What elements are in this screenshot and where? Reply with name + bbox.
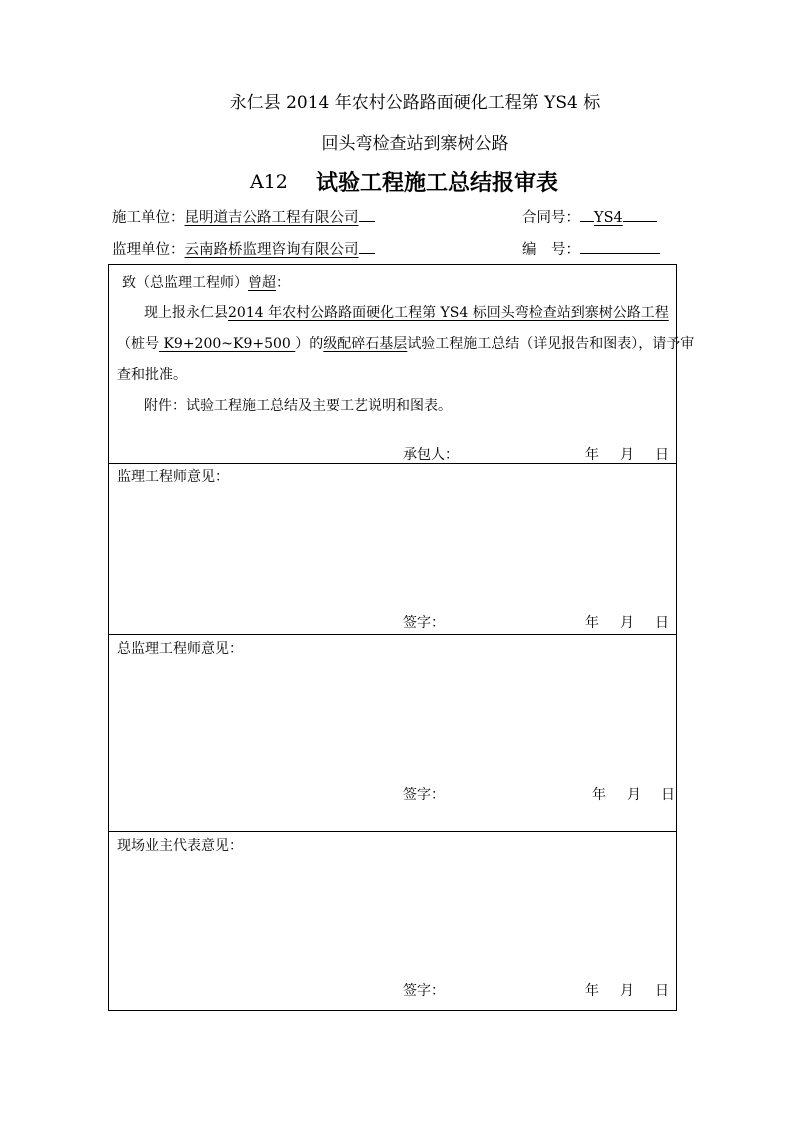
chief-engineer-name: 曾超 (248, 275, 276, 291)
section-divider-2 (108, 634, 677, 635)
form-code: A12 (250, 171, 288, 193)
owner-rep-opinion-label: 现场业主代表意见： (117, 838, 243, 854)
section-divider-3 (108, 831, 677, 832)
construction-unit-underline (359, 207, 375, 222)
document-title-line1: 永仁县 2014 年农村公路路面硬化工程第 YS4 标 (229, 93, 601, 113)
date-day: 日 (655, 983, 669, 999)
contract-no-row (522, 206, 657, 227)
date-month: 月 (620, 447, 634, 463)
date-month: 月 (620, 615, 634, 631)
date-day: 日 (661, 787, 675, 803)
body-line-3: 查和批准。 (117, 367, 187, 383)
engineer-sign-label: 签字： (403, 615, 445, 631)
attachment-line: 附件：试验工程施工总结及主要工艺说明和图表。 (144, 398, 452, 414)
supervision-unit-row (112, 238, 375, 259)
construction-unit-value: 昆明道吉公路工程有限公司 (184, 210, 359, 226)
owner-rep-sign-label: 签字： (403, 983, 445, 999)
serial-no-row (522, 238, 660, 259)
construction-unit-label: 施工单位： (112, 210, 185, 226)
addressee-line: 致（总监理工程师）曾超： (122, 275, 290, 291)
body-line-1: 现上报永仁县2014 年农村公路路面硬化工程第 YS4 标回头弯检查站到寨树公路工程 (144, 305, 669, 321)
date-month: 月 (620, 983, 634, 999)
body-line-2: （桩号 K9+200~K9+500 ）的级配碎石基层试验工程施工总结（详见报告和图表），请予审 (117, 336, 695, 352)
date-year: 年 (585, 447, 599, 463)
addressee-prefix: 致（总监理工程师） (122, 275, 248, 291)
form-title: 试验工程施工总结报审表 (316, 170, 559, 196)
contract-no-value: YS4 (594, 210, 623, 226)
project-name: 2014 年农村公路路面硬化工程第 YS4 标回头弯检查站到寨树公路工程 (228, 305, 669, 321)
construction-unit-row (112, 206, 375, 227)
station-range: K9+200~K9+500 (159, 336, 296, 352)
date-month: 月 (627, 787, 641, 803)
date-year: 年 (592, 787, 606, 803)
engineer-opinion-label: 监理工程师意见： (117, 469, 229, 485)
date-day: 日 (655, 447, 669, 463)
date-year: 年 (585, 983, 599, 999)
contractor-sign-label: 承包人： (403, 447, 459, 463)
work-item: 级配碎石基层 (323, 336, 408, 352)
date-year: 年 (585, 615, 599, 631)
document-title-line2: 回头弯检查站到寨树公路 (321, 134, 509, 154)
serial-no-blank (580, 239, 660, 254)
supervision-unit-label: 监理单位： (112, 242, 185, 258)
chief-engineer-opinion-label: 总监理工程师意见： (117, 641, 243, 657)
serial-no-label: 编 号： (522, 242, 580, 258)
contract-no-label: 合同号： (522, 210, 580, 226)
chief-engineer-sign-label: 签字： (403, 787, 445, 803)
supervision-unit-value: 云南路桥监理咨询有限公司 (184, 242, 359, 258)
date-day: 日 (655, 615, 669, 631)
